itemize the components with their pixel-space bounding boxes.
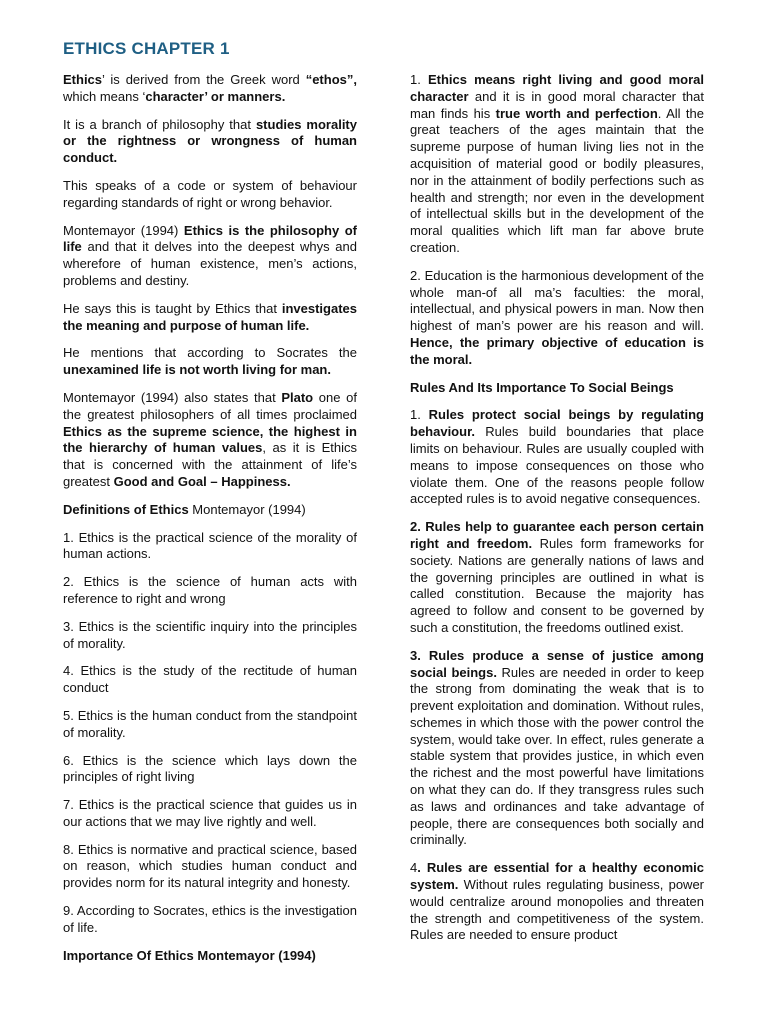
text-run: 2. Education is the harmonious development of the whole man-of all ma’s faculties: the moral, intellectual, and physical powers in man. Now then highest of man’s power are his reason and will.	[410, 267, 704, 334]
text-run: Montemayor (1994) also states that	[63, 389, 282, 405]
text-run: 1. Ethics is the practical science of the morality of human actions.	[63, 529, 357, 562]
paragraph-r4	[410, 860, 704, 944]
text-run: Rules build boundaries that place limits on behaviour. Rules are usually coupled with means to impose consequences on those who violate them. One of the reasons people follow accepted rules is to avoid negative consequences.	[410, 424, 704, 507]
paragraph-p6	[63, 345, 357, 379]
text-run: 4	[410, 860, 418, 876]
text-run: It is a branch of philosophy that	[63, 116, 256, 132]
text-run: He mentions that according to Socrates the	[63, 345, 357, 361]
paragraph-p8	[63, 502, 357, 519]
text-run: 2. Ethics is the science of human acts with reference to right and wrong	[63, 574, 357, 606]
text-run: true worth and perfection	[495, 105, 658, 121]
text-run: 1.	[410, 407, 429, 423]
paragraph-r2	[410, 519, 704, 637]
paragraph-d3	[63, 619, 357, 653]
page-title: ETHICS CHAPTER 1	[63, 39, 230, 58]
text-run: 6. Ethics is the science which lays down the principles of right living	[63, 752, 357, 785]
paragraph-d1	[63, 530, 357, 564]
text-run: investigates the meaning and purpose of human life.	[63, 300, 357, 333]
text-run: and it is in good moral character that man finds his	[410, 88, 704, 121]
text-run: , as it is Ethics that is concerned with the attainment of life’s greatest	[63, 440, 357, 489]
paragraph-d2	[63, 574, 357, 608]
text-run: 3. Rules produce a sense of justice among social beings.	[410, 647, 704, 680]
paragraph-r1	[410, 407, 704, 508]
text-run: Ethics is the philosophy of life	[63, 222, 357, 255]
text-run: Plato	[281, 389, 314, 405]
paragraph-d4	[63, 663, 357, 697]
text-run: Good and Goal – Happiness.	[113, 473, 291, 489]
paragraph-i2	[410, 268, 704, 369]
text-run: 5. Ethics is the human conduct from the standpoint of morality.	[63, 707, 357, 740]
paragraph-d9	[63, 903, 357, 937]
paragraph-h2	[410, 380, 704, 397]
paragraph-d6	[63, 753, 357, 787]
right-column	[410, 72, 704, 955]
paragraph-d7	[63, 797, 357, 831]
text-run: which means ‘	[63, 88, 146, 104]
text-run: Rules protect social beings by regulating behaviour.	[410, 407, 704, 440]
text-run: This speaks of a code or system of behaviour regarding standards of right or wrong behavior.	[63, 177, 357, 210]
text-run: “ethos”,	[305, 72, 357, 87]
text-run: Ethics	[63, 72, 103, 87]
text-run: Ethics means right living and good moral character	[410, 72, 704, 104]
paragraph-d5	[63, 708, 357, 742]
text-run: Montemayor (1994)	[63, 222, 184, 238]
text-run: unexamined life is not worth living for man.	[63, 362, 331, 378]
paragraph-p5	[63, 301, 357, 335]
text-run: 7. Ethics is the practical science that guides us in our actions that we may live rightly and well.	[63, 797, 357, 829]
text-run: . Rules are essential for a healthy economic system.	[410, 860, 704, 893]
text-run: one of the greatest philosophers of all times proclaimed	[63, 389, 357, 422]
text-run: Ethics as the supreme science, the highest in the hierarchy of human values	[63, 423, 357, 456]
text-run: 4. Ethics is the study of the rectitude of human conduct	[63, 663, 357, 696]
text-run: and that it delves into the deepest whys and wherefore of human existence, men’s actions, problems and destiny.	[63, 239, 357, 288]
text-run: 9. According to Socrates, ethics is the investigation of life.	[63, 903, 357, 935]
text-run: 8. Ethics is normative and practical science, based on reason, which studies human conduct and provides norm for its natural integrity and honesty.	[63, 841, 357, 891]
text-run: 1.	[410, 72, 428, 87]
paragraph-i1	[410, 72, 704, 257]
text-run: Rules form frameworks for society. Nations are generally nations of laws and the governing principles are outlined in what is called constitution. Because the majority has agreed to follow and consent to be governed by such a constitution, the freedoms outlined exist.	[410, 535, 704, 635]
text-run: Definitions of Ethics	[63, 501, 189, 517]
text-run: character’ or manners.	[145, 88, 286, 104]
text-run: 3. Ethics is the scientific inquiry into the principles of morality.	[63, 618, 357, 651]
text-run: Montemayor (1994)	[188, 501, 306, 517]
paragraph-p3	[63, 178, 357, 212]
paragraph-p2	[63, 117, 357, 167]
paragraph-d8	[63, 842, 357, 892]
text-run: Importance Of Ethics Montemayor (1994)	[63, 947, 316, 963]
paragraph-p1	[63, 72, 357, 106]
text-run: Rules And Its Importance To Social Beings	[410, 379, 674, 395]
paragraph-p4	[63, 223, 357, 290]
text-run: He says this is taught by Ethics that	[63, 300, 282, 316]
paragraph-p7	[63, 390, 357, 491]
paragraph-h1	[63, 948, 357, 965]
text-run: studies morality or the rightness or wrongness of human conduct.	[63, 116, 357, 166]
text-run: ’ is derived from the Greek word	[102, 72, 306, 87]
left-column	[63, 72, 357, 975]
text-run: Without rules regulating business, power would centralize around monopolies and threaten the strength and competitiveness of the system. Rules are needed to ensure product	[410, 877, 704, 943]
text-run: 2. Rules help to guarantee each person certain right and freedom.	[410, 519, 704, 551]
text-run: Rules are needed in order to keep the strong from dominating the weak that is to prevent exploitation and domination. Without rules, schemes in which those with the power control the system, would take over. In effect, rules generate a stable system that provides justice, in which even the richest and the most powerful have limitations on what they can do. If they transgress rules such as laws and ordinances and take advantage of people, there are consequences both socially and criminally.	[410, 664, 704, 848]
paragraph-r3	[410, 648, 704, 850]
text-run: . All the great teachers of the ages maintain that the supreme purpose of human living lies not in the acquisition of material good or bodily pleasures, nor in the attainment of bodily perfections such as health and strength; nor even in the development of intellectual skills but in the development of the moral qualities which lift man far above brute creation.	[410, 105, 705, 255]
text-run: Hence, the primary objective of education is the moral.	[410, 334, 704, 367]
